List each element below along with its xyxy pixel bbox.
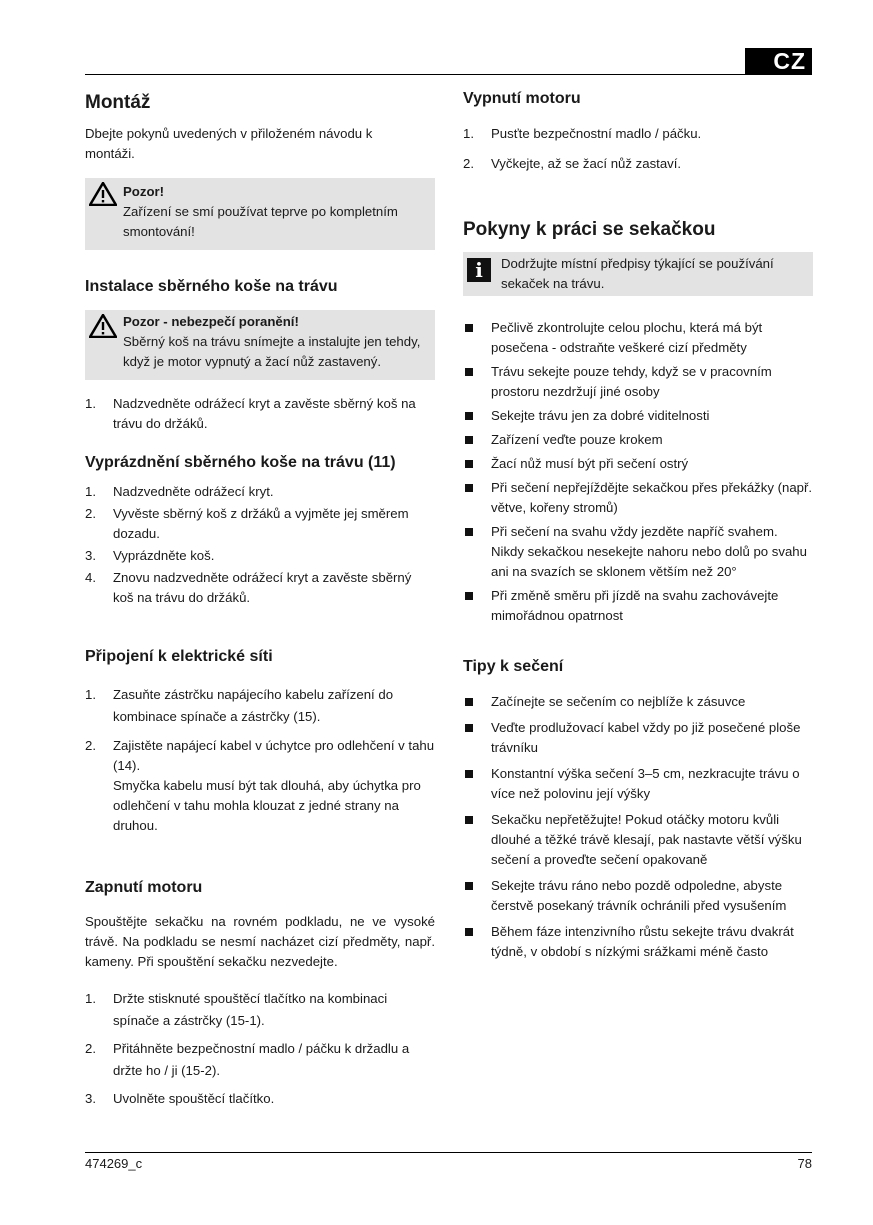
list-item: 2. Přitáhněte bezpečnostní madlo / páčku k držadlu a držte ho / ji (15-2). (85, 1041, 410, 1078)
vyprazdneni-title: Vyprázdnění sběrného koše na trávu (11) (85, 454, 396, 471)
pokyny-title: Pokyny k práci se sekačkou (463, 219, 716, 240)
list-item: Žací nůž musí být při sečení ostrý (463, 454, 813, 474)
document-code: 474269_c (85, 1156, 143, 1171)
language-badge: CZ (745, 48, 812, 74)
instalace-warning-box (85, 310, 435, 380)
montaz-title: Montáž (85, 92, 151, 113)
warning-title: Pozor - nebezpečí poranění! (123, 314, 299, 329)
pripojeni-steps (85, 684, 435, 836)
list-item: 1. Držte stisknuté spouštěcí tlačítko na kombinaci spínače a zástrčky (15-1). (85, 991, 388, 1028)
footer-rule (85, 1152, 812, 1153)
montaz-warning-box (85, 178, 435, 250)
list-item: Konstantní výška sečení 3–5 cm, nezkracujte trávu o více než polovinu její výšky (463, 764, 813, 804)
tipy-title: Tipy k sečení (463, 658, 564, 675)
list-item: 1. Zasuňte zástrčku napájecího kabelu zařízení do kombinace spínače a zástrčky (15). (85, 687, 394, 724)
info-icon: i (467, 258, 491, 282)
instalace-steps (85, 394, 435, 434)
info-text: Dodržujte místní předpisy týkající se používání sekaček na trávu. (501, 256, 774, 291)
pripojeni-title: Připojení k elektrické síti (85, 648, 273, 665)
list-item: 2. Zajistěte napájecí kabel v úchytce pro odlehčení v tahu (14). Smyčka kabelu musí být tak dlouhá, aby úchytka pro odlehčení v tahu mohla klouzat z jedné strany na druhou. (85, 738, 435, 833)
zapnuti-title: Zapnutí motoru (85, 879, 203, 896)
list-item: Sekačku nepřetěžujte! Pokud otáčky motoru kvůli dlouhé a těžké trávě klesají, pak nastavte větší výšku sečení a proveďte sečení opakovaně (463, 810, 813, 870)
list-item: 1. Pusťte bezpečnostní madlo / páčku. (463, 126, 702, 141)
warning-title: Pozor! (123, 184, 165, 199)
list-item: 3. Uvolněte spouštěcí tlačítko. (85, 1091, 275, 1106)
zapnuti-steps (85, 988, 435, 1110)
list-item: 3. Vyprázdněte koš. (85, 548, 215, 563)
list-item: Veďte prodlužovací kabel vždy po již posečené ploše trávníku (463, 718, 813, 758)
pokyny-list (463, 318, 813, 626)
list-item: Zařízení veďte pouze krokem (463, 430, 813, 450)
header-rule (85, 74, 812, 75)
instalace-title: Instalace sběrného koše na trávu (85, 278, 338, 295)
list-item: 2. Vyčkejte, až se žací nůž zastaví. (463, 156, 682, 171)
tipy-list (463, 692, 813, 962)
list-item: Sekejte trávu jen za dobré viditelnosti (463, 406, 813, 426)
vypnuti-steps (463, 124, 813, 174)
list-item: Při sečení na svahu vždy jezděte napříč svahem. Nikdy sekačkou nesekejte nahoru nebo dolů po svahu ani na svazích se sklonem větším než 20° (463, 522, 813, 582)
list-item: 4. Znovu nadzvedněte odrážecí kryt a zavěste sběrný koš na trávu do držáků. (85, 570, 412, 605)
zapnuti-text: Spouštějte sekačku na rovném podkladu, ne ve vysoké trávě. Na podkladu se nesmí nacházet cizí předměty, např. kameny. Při spouštění sekačku nezvedejte. (85, 914, 435, 969)
warning-text: Zařízení se smí používat teprve po kompletním smontování! (123, 204, 398, 239)
list-item: Při změně směru při jízdě na svahu zachovávejte mimořádnou opatrnost (463, 586, 813, 626)
page-number: 78 (797, 1156, 812, 1171)
list-item: 2. Vyvěste sběrný koš z držáků a vyjměte jej směrem dozadu. (85, 506, 409, 541)
list-item: Pečlivě zkontrolujte celou plochu, která má být posečena - odstraňte veškeré cizí předměty (463, 318, 813, 358)
list-item: Sekejte trávu ráno nebo pozdě odpoledne, abyste čerstvě posekaný trávník ochránili před vysušením (463, 876, 813, 916)
list-item: 1. Nadzvedněte odrážecí kryt a zavěste sběrný koš na trávu do držáků. (85, 396, 416, 431)
warning-icon (89, 182, 117, 206)
list-item: Začínejte se sečením co nejblíže k zásuvce (463, 692, 813, 712)
list-item: Při sečení nepřejíždějte sekačkou přes překážky (např. větve, kořeny stromů) (463, 478, 813, 518)
vypnuti-title: Vypnutí motoru (463, 90, 581, 107)
info-box (463, 252, 813, 296)
montaz-text: Dbejte pokynů uvedených v přiloženém návodu k montáži. (85, 126, 373, 161)
warning-text: Sběrný koš na trávu snímejte a instalujte jen tehdy, když je motor vypnutý a žací nůž zastavený. (123, 334, 421, 369)
vyprazdneni-steps (85, 482, 435, 608)
list-item: 1. Nadzvedněte odrážecí kryt. (85, 484, 274, 499)
list-item: Během fáze intenzivního růstu sekejte trávu dvakrát týdně, v období s nízkými srážkami méně často (463, 922, 813, 962)
warning-icon (89, 314, 117, 338)
list-item: Trávu sekejte pouze tehdy, když se v pracovním prostoru nezdržují jiné osoby (463, 362, 813, 402)
